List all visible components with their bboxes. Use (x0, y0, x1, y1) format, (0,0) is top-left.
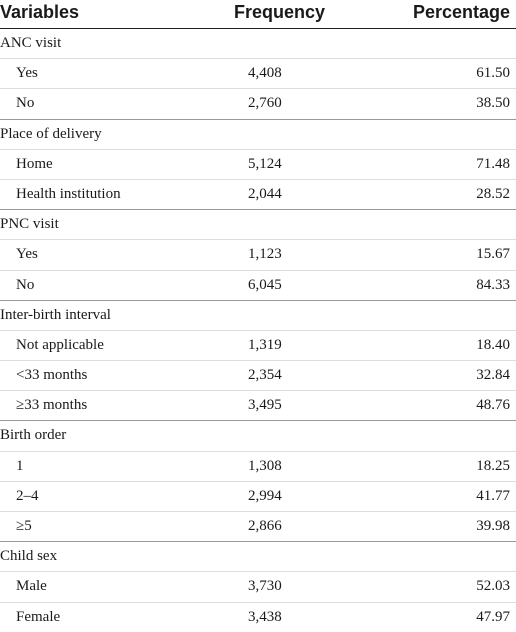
table-row (0, 88, 516, 118)
row-percentage: 48.76 (476, 397, 510, 414)
row-frequency: 4,408 (248, 65, 282, 82)
row-percentage: 15.67 (476, 246, 510, 263)
group-title: PNC visit (0, 216, 59, 233)
row-percentage: 41.77 (476, 487, 510, 504)
row-percentage: 18.25 (476, 457, 510, 474)
table-row (0, 330, 516, 360)
table-row (0, 511, 516, 541)
header-percentage: Percentage (412, 2, 510, 22)
row-label: Female (16, 608, 61, 625)
group-row-pnc-visit (0, 209, 516, 239)
table-row (0, 149, 516, 179)
group-title: ANC visit (0, 35, 62, 51)
row-label: Male (16, 578, 47, 595)
row-percentage: 18.40 (476, 336, 510, 353)
row-frequency: 1,308 (248, 457, 282, 474)
group-row-child-sex (0, 541, 516, 571)
row-label: Yes (16, 65, 38, 82)
table-row (0, 481, 516, 511)
header-variables: Variables (0, 2, 80, 22)
group-title: Inter-birth interval (0, 306, 111, 323)
row-frequency: 2,994 (248, 487, 282, 504)
row-label: Not applicable (16, 336, 104, 353)
group-title: Child sex (0, 548, 58, 565)
group-row-birth-order (0, 420, 516, 450)
group-title: Place of delivery (0, 125, 102, 142)
row-frequency: 2,760 (248, 95, 282, 112)
row-label: <33 months (16, 367, 88, 384)
table-row (0, 58, 516, 88)
table-row (0, 270, 516, 300)
row-frequency: 2,354 (248, 367, 282, 384)
row-frequency: 3,495 (248, 397, 282, 414)
row-percentage: 32.84 (476, 367, 510, 384)
row-frequency: 3,438 (248, 608, 282, 625)
table-row (0, 451, 516, 481)
row-label: Yes (16, 246, 38, 263)
row-label: 2–4 (16, 487, 39, 504)
group-row-place-of-delivery (0, 119, 516, 149)
header-frequency: Frequency (234, 2, 326, 22)
row-label: No (16, 276, 35, 293)
table-row (0, 390, 516, 420)
group-row-inter-birth-interval (0, 300, 516, 330)
row-percentage: 39.98 (476, 518, 510, 534)
row-frequency: 3,730 (248, 578, 282, 595)
row-frequency: 1,123 (248, 246, 282, 263)
row-label: No (16, 95, 35, 112)
table-row (0, 179, 516, 209)
group-row-anc-visit (0, 29, 516, 58)
row-frequency: 6,045 (248, 276, 282, 293)
row-label: Health institution (16, 185, 121, 202)
row-frequency: 2,866 (248, 518, 282, 534)
row-percentage: 71.48 (476, 155, 510, 172)
row-frequency: 1,319 (248, 336, 282, 353)
table-header (0, 0, 516, 29)
group-title: Birth order (0, 427, 67, 444)
row-percentage: 28.52 (476, 185, 510, 202)
row-frequency: 5,124 (248, 155, 282, 172)
table-row (0, 360, 516, 390)
row-label: Home (16, 155, 53, 172)
table-row (0, 602, 516, 632)
row-percentage: 84.33 (476, 276, 510, 293)
table-row (0, 239, 516, 269)
row-percentage: 61.50 (476, 65, 510, 82)
row-percentage: 52.03 (476, 578, 510, 595)
table-row (0, 571, 516, 601)
row-percentage: 38.50 (476, 95, 510, 112)
row-frequency: 2,044 (248, 185, 282, 202)
row-label: ≥33 months (16, 397, 88, 414)
row-label: 1 (16, 457, 24, 474)
table-body (0, 29, 516, 632)
row-percentage: 47.97 (476, 608, 510, 625)
row-label: ≥5 (16, 518, 32, 534)
